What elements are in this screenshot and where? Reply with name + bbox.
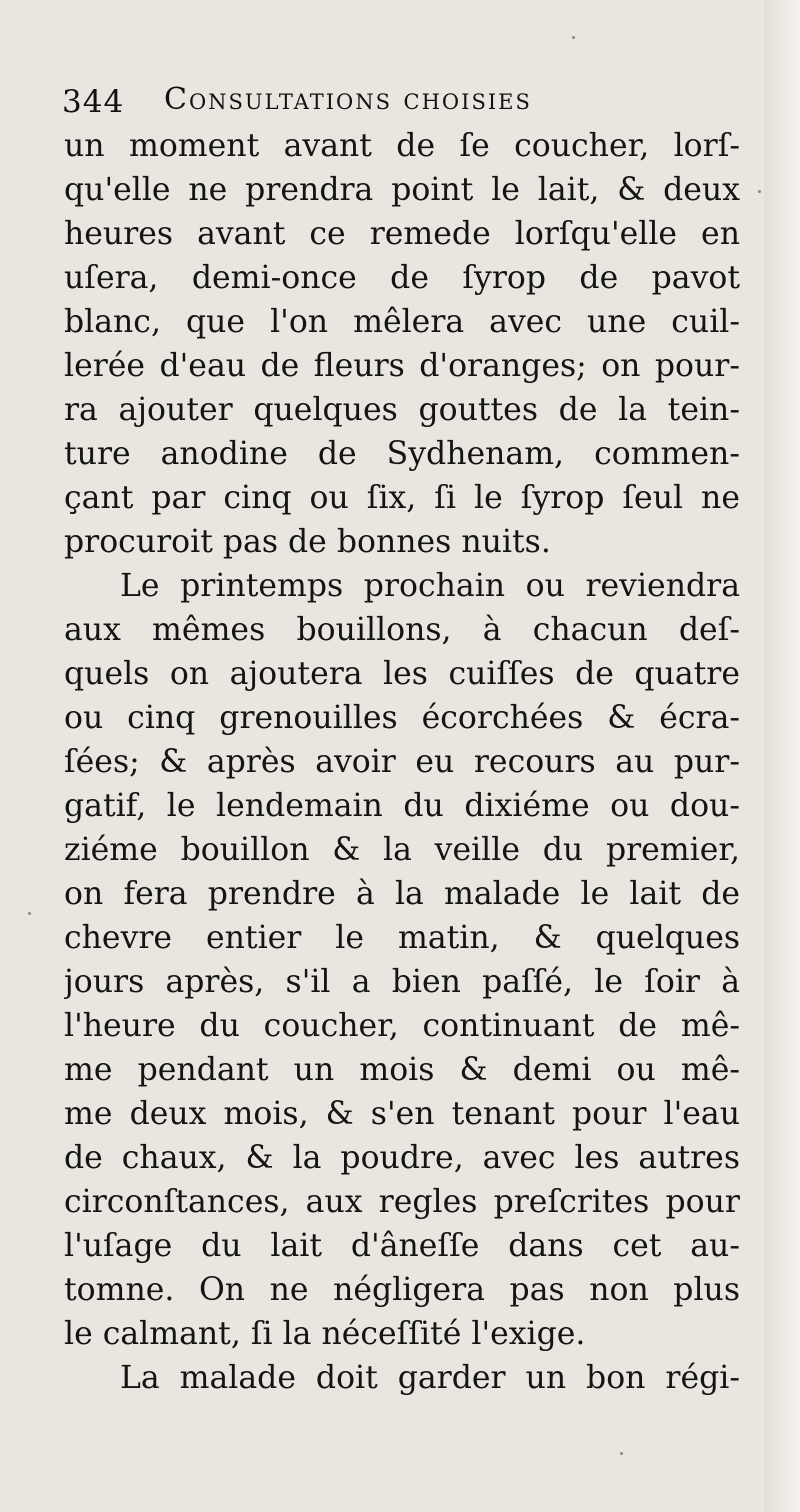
text-line: gatif, le lendemain du dixiéme ou dou-: [64, 788, 740, 824]
paper-speck: [28, 912, 31, 915]
body-text: [64, 124, 740, 1400]
text-line: tomne. On ne négligera pas non plus: [64, 1272, 740, 1308]
text-line: La malade doit garder un bon régi-: [120, 1360, 740, 1396]
paragraph-1: [64, 124, 740, 564]
text-line: me pendant un mois & demi ou mê-: [64, 1052, 740, 1088]
text-line: Le printemps prochain ou reviendra: [120, 568, 740, 604]
text-line: l'uſage du lait d'âneſſe dans cet au-: [64, 1228, 740, 1264]
paper-speck: [620, 1452, 623, 1455]
text-line: me deux mois, & s'en tenant pour l'eau: [64, 1096, 740, 1132]
text-line: qu'elle ne prendra point le lait, & deux: [64, 172, 740, 208]
text-line: blanc, que l'on mêlera avec une cuil-: [64, 304, 740, 340]
text-line: ſées; & après avoir eu recours au pur-: [64, 744, 740, 780]
paragraph-3: [64, 1356, 740, 1400]
running-head: Consultations choisies: [164, 82, 532, 117]
text-line: l'heure du coucher, continuant de mê-: [64, 1008, 740, 1044]
text-line: heures avant ce remede lorſqu'elle en: [64, 216, 740, 252]
text-line: circonſtances, aux regles preſcrites pour: [64, 1184, 740, 1220]
text-line: ziéme bouillon & la veille du premier,: [64, 832, 740, 868]
text-line: ture anodine de Sydhenam, commen-: [64, 436, 740, 472]
text-line: lerée d'eau de fleurs d'oranges; on pour-: [64, 348, 740, 384]
text-line: aux mêmes bouillons, à chacun deſ-: [64, 612, 740, 648]
text-line: uſera, demi-once de ſyrop de pavot: [64, 260, 740, 296]
text-line: jours après, s'il a bien paſſé, le ſoir à: [64, 964, 740, 1000]
paper-speck: [572, 36, 575, 39]
paper-speck: [758, 190, 761, 193]
text-line: chevre entier le matin, & quelques: [64, 920, 740, 956]
text-line: çant par cinq ou ſix, ſi le ſyrop ſeul ne: [64, 480, 740, 516]
text-line: un moment avant de ſe coucher, lorſ-: [64, 128, 740, 164]
text-line: de chaux, & la poudre, avec les autres: [64, 1140, 740, 1176]
text-line: quels on ajoutera les cuiſſes de quatre: [64, 656, 740, 692]
page-edge-shadow: [764, 0, 800, 1512]
text-line: on fera prendre à la malade le lait de: [64, 876, 740, 912]
page-number: 344: [62, 84, 125, 120]
paragraph-2: [64, 564, 740, 1356]
text-line: ou cinq grenouilles écorchées & écra-: [64, 700, 740, 736]
text-line: procuroit pas de bonnes nuits.: [64, 524, 551, 560]
text-line: le calmant, ſi la néceſſité l'exige.: [64, 1316, 586, 1352]
text-line: ra ajouter quelques gouttes de la tein-: [64, 392, 740, 428]
page-header: [62, 78, 742, 122]
